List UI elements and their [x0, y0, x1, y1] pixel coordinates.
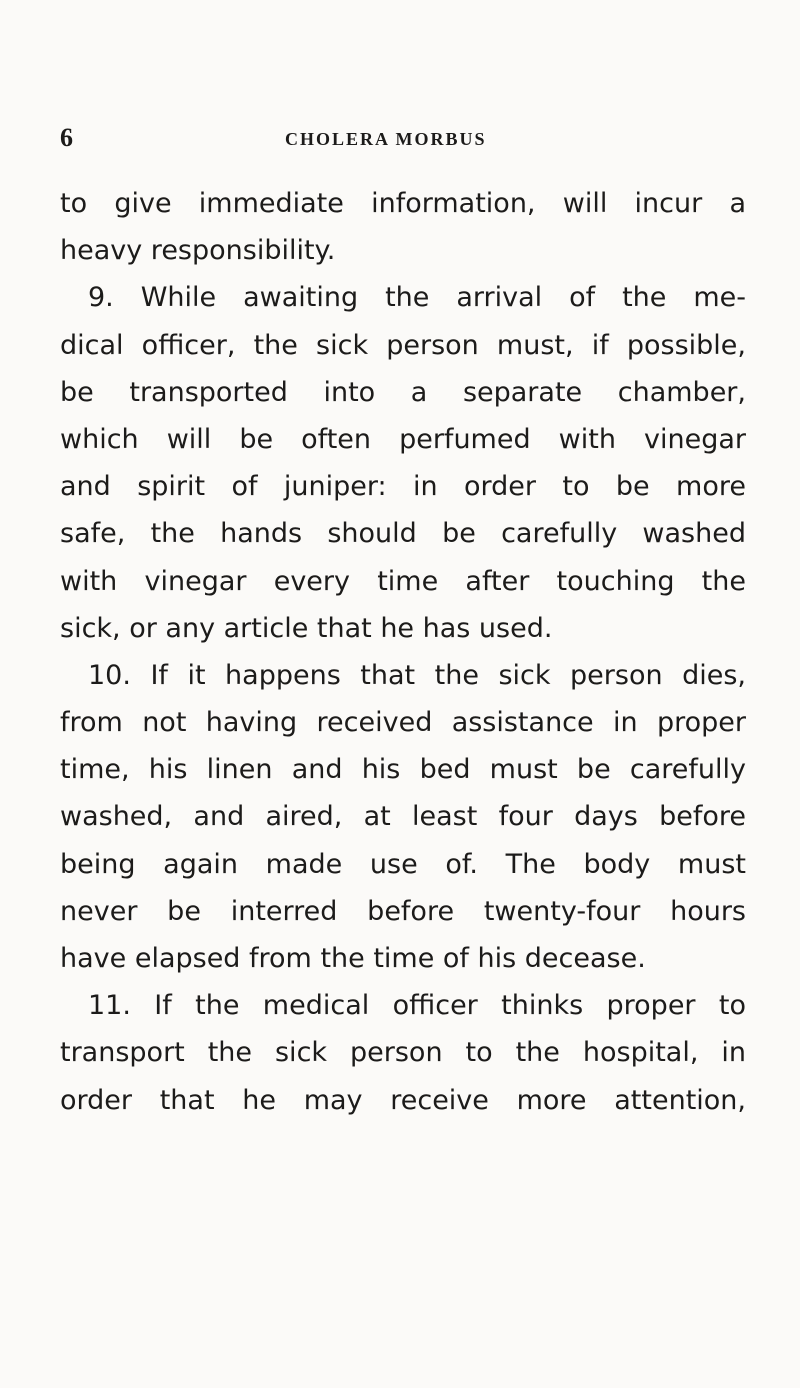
text-line: washed, and aired, at least four days before [60, 801, 746, 833]
paragraph-10-first-line: 10. If it happens that the sick person dies, [88, 659, 746, 691]
text-line: order that he may receive more attention, [60, 1084, 746, 1116]
running-head [60, 124, 750, 152]
text-line: heavy responsibility. [60, 235, 336, 267]
text-line: to give immediate information, will incur a [60, 188, 746, 219]
text-line: dical officer, the sick person must, if possible, [60, 329, 746, 361]
body-text [60, 180, 746, 1124]
paragraph-11-first-line: 11. If the medical officer thinks proper to [88, 990, 746, 1022]
text-line: being again made use of. The body must [60, 848, 746, 880]
text-line: with vinegar every time after touching the [60, 565, 746, 597]
text-line: have elapsed from the time of his decease. [60, 943, 646, 974]
text-line: sick, or any article that he has used. [60, 612, 553, 644]
text-line: be transported into a separate chamber, [60, 376, 746, 408]
text-line: safe, the hands should be carefully washed [60, 518, 746, 550]
text-line: from not having received assistance in proper [60, 707, 746, 739]
text-line: which will be often perfumed with vinegar [60, 423, 746, 455]
paragraph-9-first-line: 9. While awaiting the arrival of the me- [88, 282, 746, 314]
text-line: and spirit of juniper: in order to be more [60, 471, 746, 503]
page-number: 6 [60, 123, 73, 152]
text-line: time, his linen and his bed must be carefully [60, 754, 746, 786]
running-title: CHOLERA MORBUS [285, 129, 487, 149]
text-line: never be interred before twenty-four hours [60, 895, 746, 927]
text-line: transport the sick person to the hospital, in [60, 1037, 746, 1069]
